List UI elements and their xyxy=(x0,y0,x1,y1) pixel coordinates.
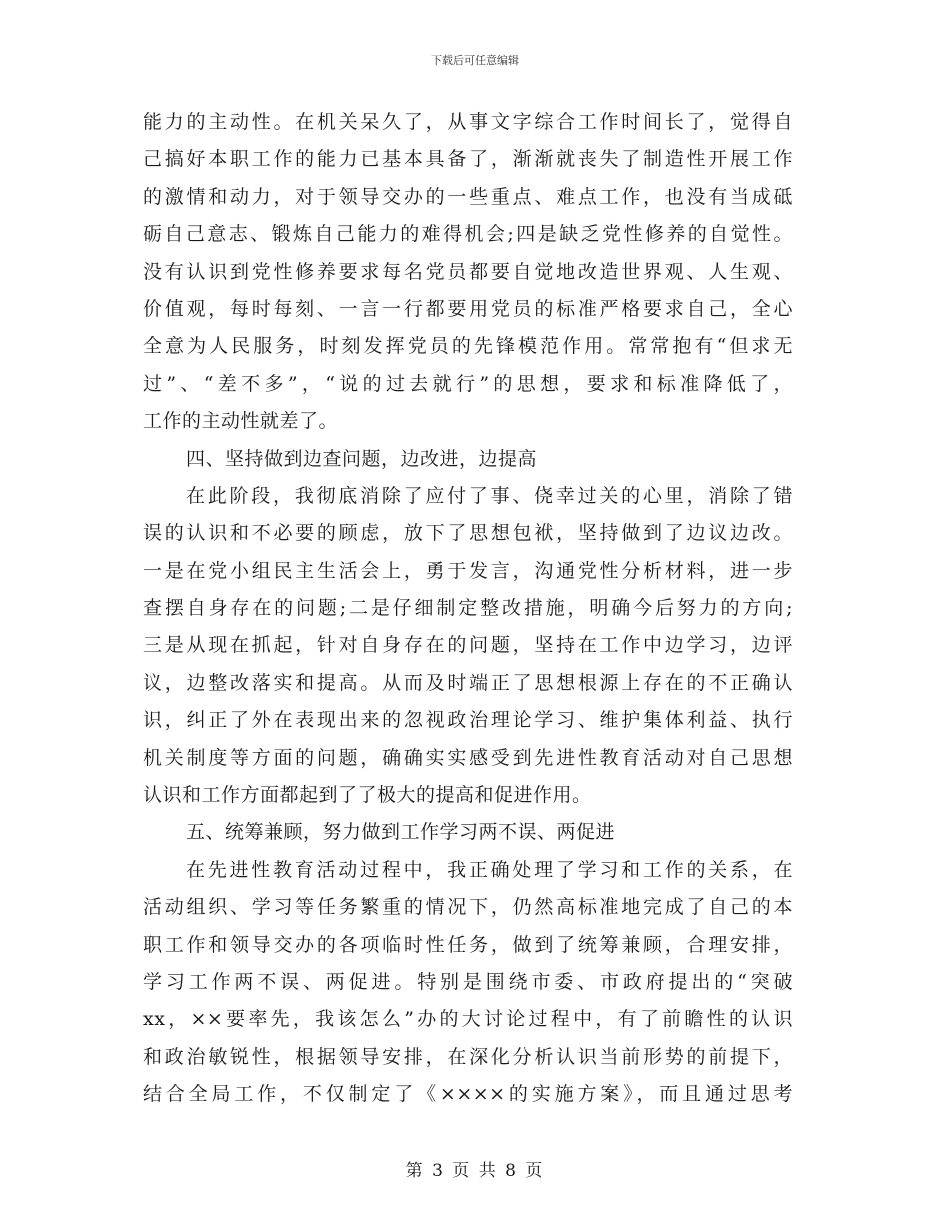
text-line: 的激情和动力，对于领导交办的一些重点、难点工作，也没有当成砥 xyxy=(143,185,793,208)
section-heading-4: 四、坚持做到边查问题，边改进，边提高 xyxy=(186,447,538,470)
text-line: 误的认识和不必要的顾虑，放下了思想包袱，坚持做到了边议边改。 xyxy=(143,522,793,545)
text-line: 己搞好本职工作的能力已基本具备了，渐渐就丧失了制造性开展工作 xyxy=(143,148,793,171)
text-line: 没有认识到党性修养要求每名党员都要自觉地改造世界观、人生观、 xyxy=(143,260,793,283)
page-number: 第 3 页 共 8 页 xyxy=(405,1161,545,1181)
text-line: 过”、“差不多”，“说的过去就行”的思想，要求和标准降低了， xyxy=(143,372,793,395)
section-heading-5: 五、统筹兼顾，努力做到工作学习两不误、两促进 xyxy=(186,821,616,844)
text-line: 识，纠正了外在表现出来的忽视政治理论学习、维护集体利益、执行 xyxy=(143,709,793,732)
text-line: 全意为人民服务，时刻发挥党员的先锋模范作用。常常抱有“但求无 xyxy=(143,335,793,358)
text-line: 活动组织、学习等任务繁重的情况下，仍然高标准地完成了自己的本 xyxy=(143,896,793,919)
text-line: 三是从现在抓起，针对自身存在的问题，坚持在工作中边学习，边评 xyxy=(143,634,793,657)
text-line: 职工作和领导交办的各项临时性任务，做到了统筹兼顾，合理安排， xyxy=(143,933,793,956)
text-line: 认识和工作方面都起到了了极大的提高和促进作用。 xyxy=(143,784,592,807)
text-line: 价值观，每时每刻、一言一行都要用党员的标准严格要求自己，全心 xyxy=(143,297,793,320)
text-line: 查摆自身存在的问题;二是仔细制定整改措施，明确今后努力的方向; xyxy=(143,597,793,620)
text-line: 在先进性教育活动过程中，我正确处理了学习和工作的关系，在 xyxy=(186,858,793,881)
text-line: 机关制度等方面的问题，确确实实感受到先进性教育活动对自己思想 xyxy=(143,746,793,769)
text-line: 在此阶段，我彻底消除了应付了事、侥幸过关的心里，消除了错 xyxy=(186,484,793,507)
text-line: 一是在党小组民主生活会上，勇于发言，沟通党性分析材料，进一步 xyxy=(143,559,793,582)
document-body xyxy=(143,104,793,1114)
text-line: 砺自己意志、锻炼自己能力的难得机会;四是缺乏党性修养的自觉性。 xyxy=(143,223,793,246)
text-line: 结合全局工作，不仅制定了《××××的实施方案》，而且通过思考 xyxy=(143,1083,793,1106)
text-line: 能力的主动性。在机关呆久了，从事文字综合工作时间长了，觉得自 xyxy=(143,111,793,133)
text-line: 和政治敏锐性，根据领导安排，在深化分析认识当前形势的前提下， xyxy=(143,1045,793,1068)
text-line: 议，边整改落实和提高。从而及时端正了思想根源上存在的不正确认 xyxy=(143,671,793,694)
text-line: 工作的主动性就差了。 xyxy=(143,410,339,433)
text-line: xx，××要率先，我该怎么”办的大讨论过程中，有了前瞻性的认识 xyxy=(143,1008,793,1031)
page-header: 下载后可任意编辑 xyxy=(431,54,519,67)
text-line: 学习工作两不误、两促进。特别是围绕市委、市政府提出的“突破 xyxy=(143,970,793,993)
